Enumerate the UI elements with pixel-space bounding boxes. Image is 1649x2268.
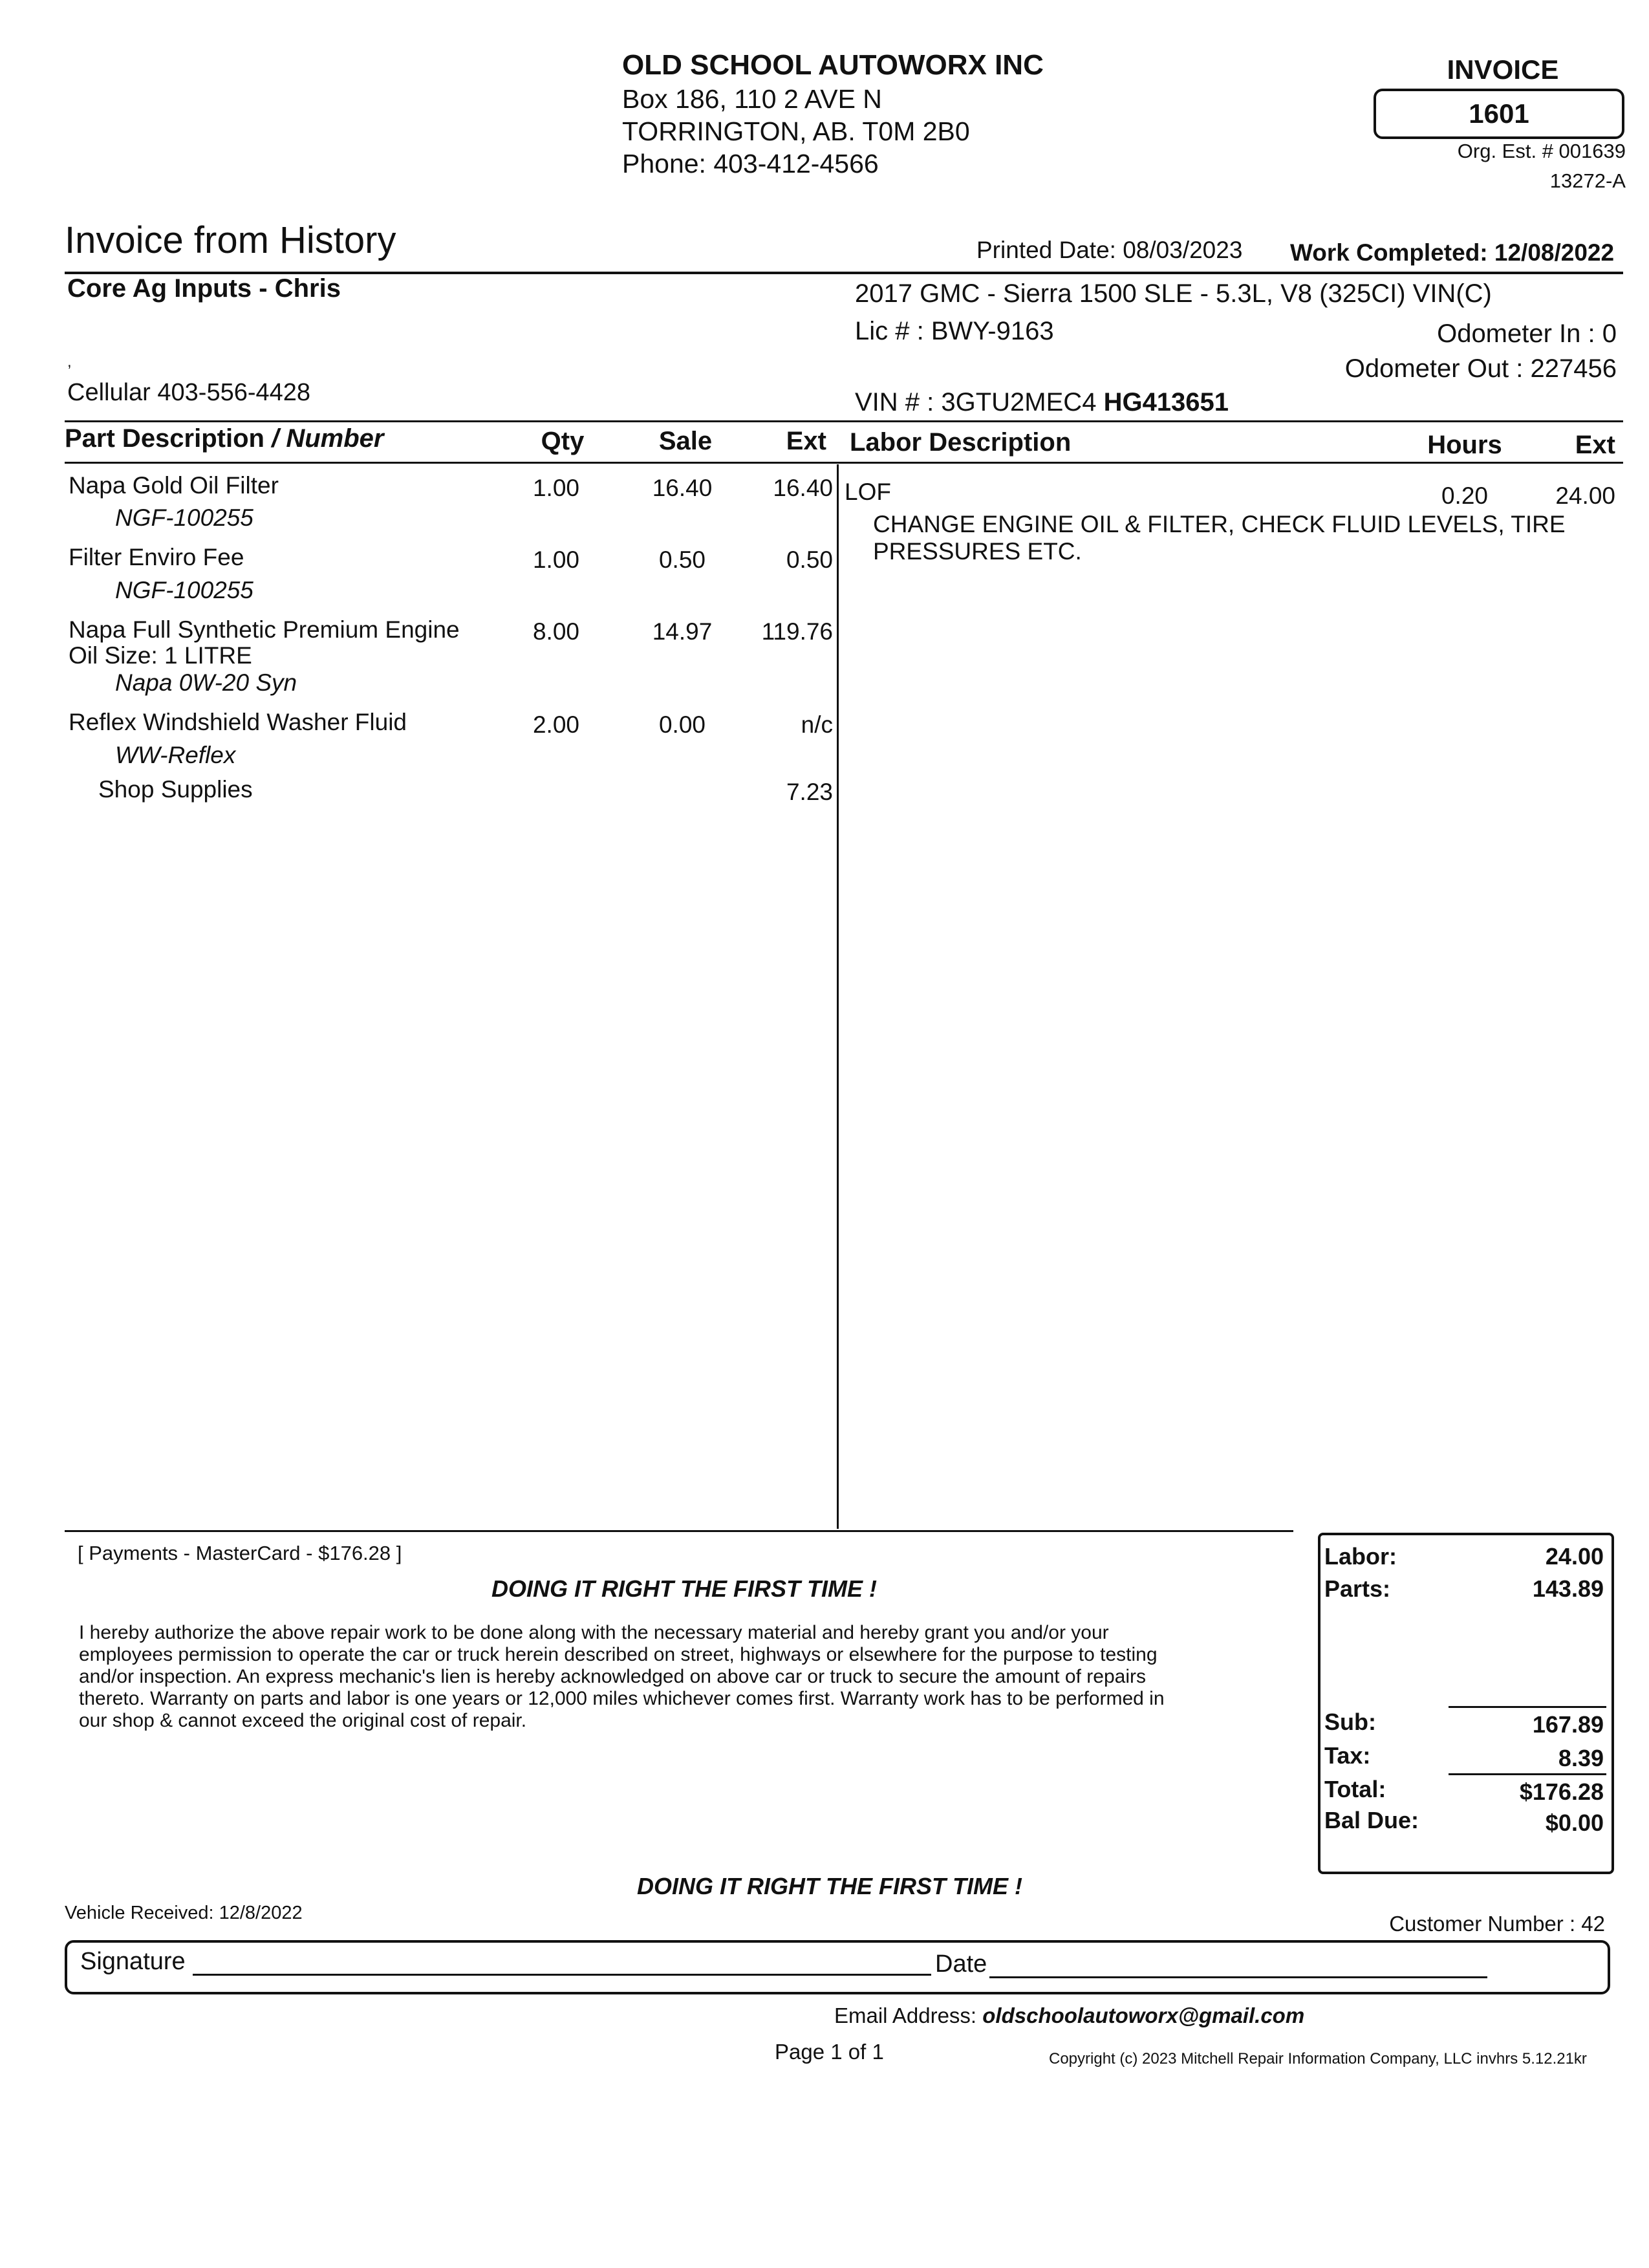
part-number: NGF-100255 xyxy=(115,504,253,531)
signature-line[interactable] xyxy=(193,1974,931,1976)
email-label: Email Address: xyxy=(834,2003,983,2027)
work-completed-date: Work Completed: 12/08/2022 xyxy=(1290,239,1615,266)
parts-header xyxy=(65,424,383,453)
part-ext: n/c xyxy=(801,711,833,738)
page-title: Invoice from History xyxy=(65,219,396,261)
totals-labor-value: 24.00 xyxy=(1545,1543,1604,1570)
totals-parts-value: 143.89 xyxy=(1532,1575,1604,1602)
totals-tax-value: 8.39 xyxy=(1558,1745,1604,1771)
part-description: Filter Enviro Fee xyxy=(69,544,244,570)
date-label: Date xyxy=(935,1950,987,1978)
part-description: Napa Full Synthetic Premium Engine xyxy=(69,616,460,643)
part-qty: 1.00 xyxy=(532,546,579,573)
labor-code: LOF xyxy=(845,479,891,505)
table-top-divider xyxy=(65,420,1623,422)
parts-header-ext: Ext xyxy=(786,427,826,455)
invoice-label: INVOICE xyxy=(1447,54,1559,85)
shop-supplies-ext: 7.23 xyxy=(786,779,833,805)
part-ext: 16.40 xyxy=(773,475,833,501)
vin-number xyxy=(855,388,1229,417)
part-sale: 14.97 xyxy=(652,618,713,645)
part-description-line2: Oil Size: 1 LITRE xyxy=(69,642,252,669)
part-number: NGF-100255 xyxy=(115,577,253,603)
printed-date: Printed Date: 08/03/2023 xyxy=(976,237,1243,263)
authorization-line: and/or inspection. An express mechanic's lien is hereby acknowledged on above car or truck to secure the amount of repairs xyxy=(79,1666,1146,1687)
table-header-divider xyxy=(65,462,1623,464)
labor-hours: 0.20 xyxy=(1441,482,1488,509)
part-number: Napa 0W-20 Syn xyxy=(115,669,297,696)
parts-header-sale: Sale xyxy=(658,427,713,455)
part-ext: 119.76 xyxy=(761,618,833,645)
authorization-line: I hereby authorize the above repair work to be done along with the necessary material and hereby grant you and/or your xyxy=(79,1622,1109,1643)
part-sale: 16.40 xyxy=(652,475,713,501)
labor-header-ext: Ext xyxy=(1575,431,1615,459)
page-number: Page 1 of 1 xyxy=(775,2040,884,2064)
totals-parts-label: Parts: xyxy=(1324,1575,1391,1602)
totals-sub-value: 167.89 xyxy=(1532,1711,1604,1738)
totals-labor-label: Labor: xyxy=(1324,1543,1397,1570)
authorization-line: employees permission to operate the car or truck herein described on street, highways or elsewhere for the purpose to testing xyxy=(79,1644,1158,1665)
date-line[interactable] xyxy=(989,1976,1487,1978)
vin-prefix: VIN # : 3GTU2MEC4 xyxy=(855,388,1104,416)
parts-header-number: Number xyxy=(286,424,384,453)
customer-name: Core Ag Inputs - Chris xyxy=(67,274,341,303)
odometer-in: Odometer In : 0 xyxy=(1437,319,1617,348)
total-rule xyxy=(1449,1773,1606,1775)
totals-total-label: Total: xyxy=(1324,1776,1386,1802)
parts-header-desc: Part Description xyxy=(65,424,264,453)
authorization-line: our shop & cannot exceed the original cost of repair. xyxy=(79,1710,527,1731)
odometer-out: Odometer Out : 227456 xyxy=(1344,354,1617,383)
signature-label: Signature xyxy=(80,1948,186,1975)
shop-supplies-label: Shop Supplies xyxy=(98,776,253,803)
payments-summary: [ Payments - MasterCard - $176.28 ] xyxy=(78,1542,402,1564)
invoice-reference: 13272-A xyxy=(1549,169,1626,192)
email-value: oldschoolautoworx@gmail.com xyxy=(982,2003,1305,2027)
company-address-line1: Box 186, 110 2 AVE N xyxy=(622,84,882,114)
slogan-bottom: DOING IT RIGHT THE FIRST TIME ! xyxy=(637,1873,1022,1899)
totals-total-value: $176.28 xyxy=(1519,1778,1604,1805)
totals-tax-label: Tax: xyxy=(1324,1742,1371,1769)
slogan-top: DOING IT RIGHT THE FIRST TIME ! xyxy=(491,1575,877,1602)
company-name: OLD SCHOOL AUTOWORX INC xyxy=(622,49,1044,81)
invoice-number-box: 1601 xyxy=(1374,89,1624,139)
copyright-notice: Copyright (c) 2023 Mitchell Repair Information Company, LLC invhrs 5.12.21kr xyxy=(1049,2050,1587,2068)
part-description: Napa Gold Oil Filter xyxy=(69,472,279,499)
customer-cellular: Cellular 403-556-4428 xyxy=(67,379,311,406)
vehicle-received-date: Vehicle Received: 12/8/2022 xyxy=(65,1903,303,1923)
part-sale: 0.00 xyxy=(658,711,706,738)
labor-ext: 24.00 xyxy=(1555,482,1615,509)
labor-description-line1: CHANGE ENGINE OIL & FILTER, CHECK FLUID LEVELS, TIRE xyxy=(873,511,1566,537)
customer-number: Customer Number : 42 xyxy=(1389,1912,1605,1936)
part-sale: 0.50 xyxy=(658,546,706,573)
parts-header-slash: / xyxy=(264,424,286,453)
license-plate: Lic # : BWY-9163 xyxy=(855,317,1054,345)
company-address-line2: TORRINGTON, AB. T0M 2B0 xyxy=(622,116,970,146)
labor-description-line2: PRESSURES ETC. xyxy=(873,538,1082,565)
parts-labor-separator xyxy=(837,464,839,1529)
totals-sub-label: Sub: xyxy=(1324,1709,1376,1735)
company-phone: Phone: 403-412-4566 xyxy=(622,149,879,178)
labor-header-hours: Hours xyxy=(1427,431,1502,459)
part-ext: 0.50 xyxy=(786,546,833,573)
customer-address-comma: , xyxy=(67,353,72,371)
part-description: Reflex Windshield Washer Fluid xyxy=(69,709,407,735)
totals-bal-due-value: $0.00 xyxy=(1545,1809,1604,1836)
part-qty: 2.00 xyxy=(532,711,579,738)
part-qty: 1.00 xyxy=(532,475,579,501)
vin-suffix: HG413651 xyxy=(1103,388,1229,416)
signature-box xyxy=(65,1940,1610,1994)
bottom-divider xyxy=(65,1530,1293,1532)
vehicle-description: 2017 GMC - Sierra 1500 SLE - 5.3L, V8 (325CI) VIN(C) xyxy=(855,279,1492,308)
labor-header-desc: Labor Description xyxy=(850,428,1072,457)
parts-header-qty: Qty xyxy=(541,427,585,455)
part-qty: 8.00 xyxy=(532,618,579,645)
subtotal-rule xyxy=(1449,1706,1606,1708)
email-address xyxy=(834,2003,1304,2028)
part-number: WW-Reflex xyxy=(115,742,236,768)
authorization-line: thereto. Warranty on parts and labor is one years or 12,000 miles whichever comes first. Warranty work has to be performed in xyxy=(79,1688,1165,1709)
totals-bal-due-label: Bal Due: xyxy=(1324,1807,1419,1833)
org-est-number: Org. Est. # 001639 xyxy=(1457,140,1626,162)
